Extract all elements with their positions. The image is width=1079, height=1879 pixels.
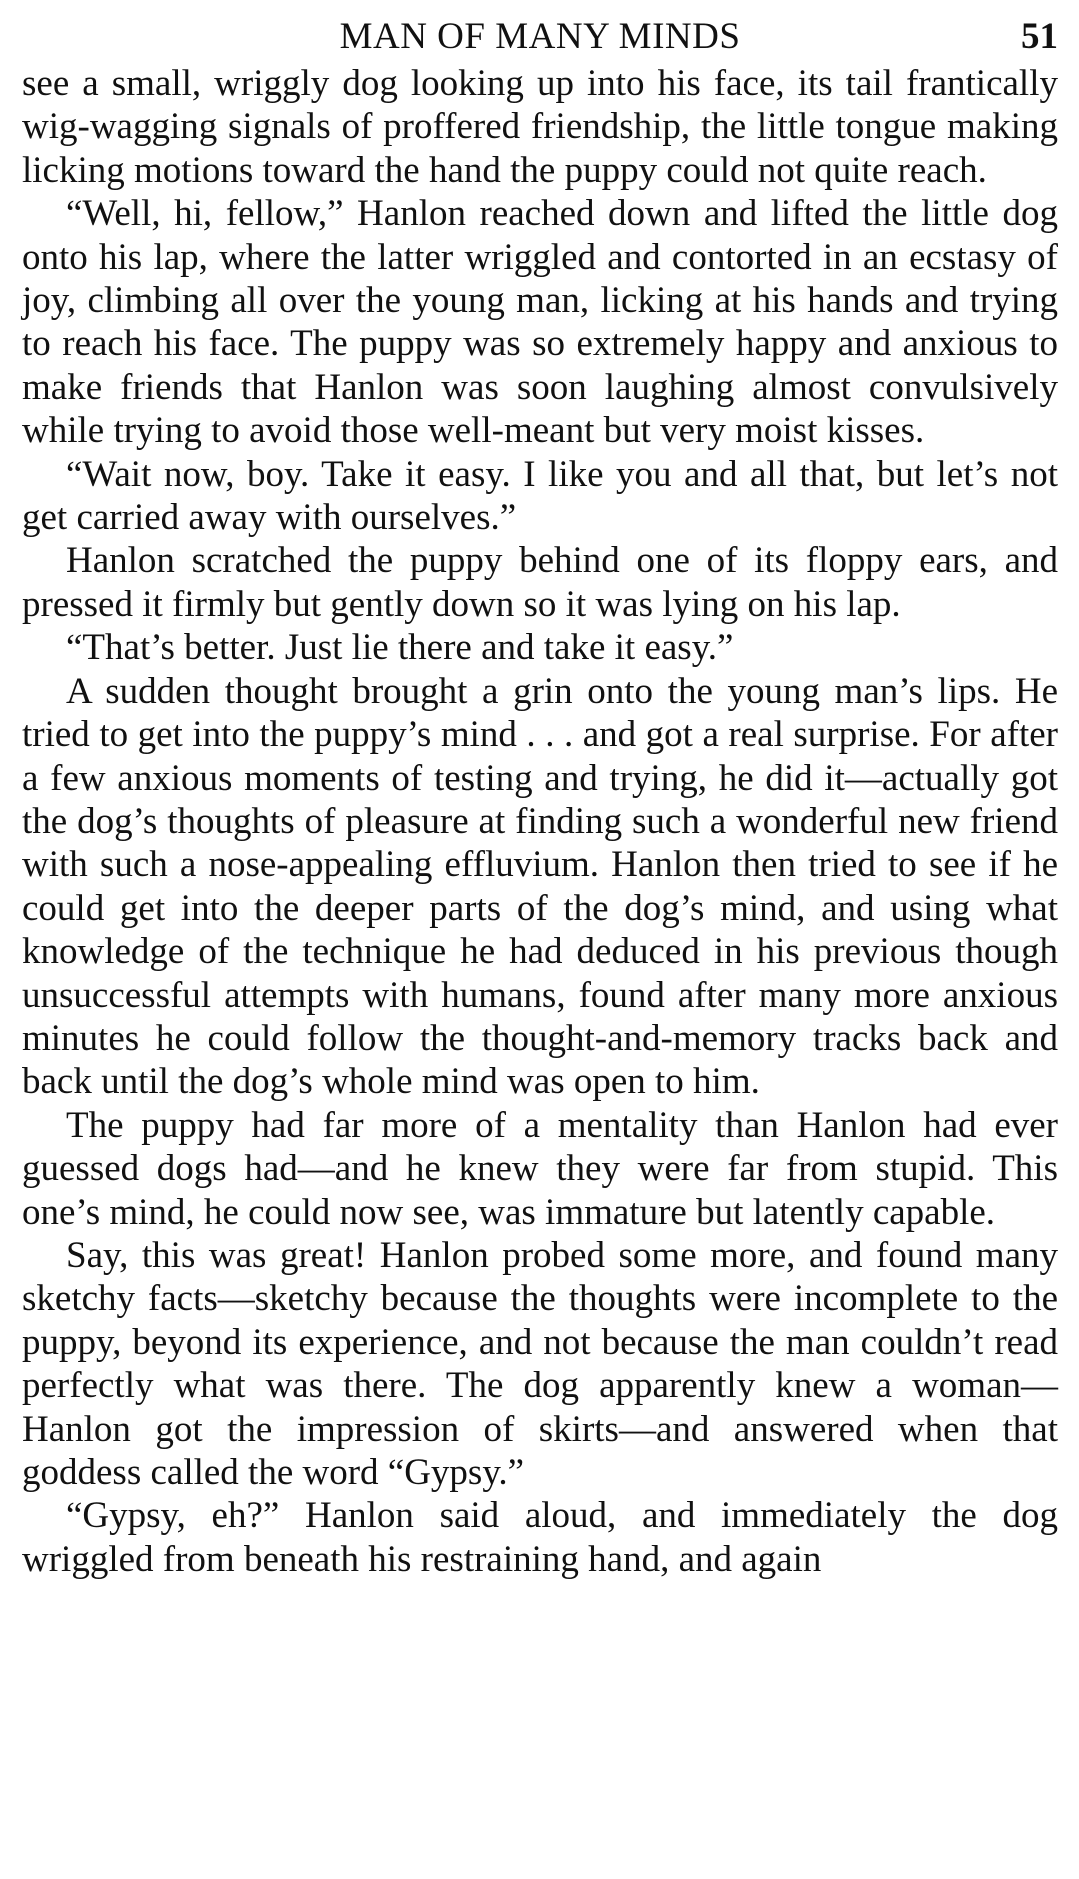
paragraph: “Gypsy, eh?” Hanlon said aloud, and immediately the dog wriggled from beneath his restraining hand, and again: [22, 1495, 1058, 1580]
running-head: [22, 12, 1058, 62]
paragraph: “Well, hi, fellow,” Hanlon reached down and lifted the little dog onto his lap, where the latter wriggled and contorted in an ecstasy of joy, climbing all over the young man, licking at his hands and trying to reach his face. The puppy was so extremely happy and anxious to make friends that Hanlon was soon laughing almost convulsively while trying to avoid those well-meant but very moist kisses.: [22, 193, 1058, 452]
paragraph: “Wait now, boy. Take it easy. I like you and all that, but let’s not get carried away with ourselves.”: [22, 453, 1058, 539]
book-page: [22, 12, 1058, 1581]
page-number: 51: [1021, 16, 1058, 57]
paragraph: The puppy had far more of a mentality than Hanlon had ever guessed dogs had—and he knew they were far from stupid. This one’s mind, he could now see, was immature but latently capable.: [22, 1104, 1058, 1233]
body-text: [22, 62, 1058, 1581]
paragraph: see a small, wriggly dog looking up into his face, its tail frantically wig-wagging signals of proffered friendship, the little tongue making licking motions toward the hand the puppy could not quite reach.: [22, 63, 1058, 191]
paragraph: Hanlon scratched the puppy behind one of its floppy ears, and pressed it firmly but gently down so it was lying on his lap.: [22, 540, 1058, 625]
paragraph: “That’s better. Just lie there and take it easy.”: [66, 627, 734, 669]
paragraph: A sudden thought brought a grin onto the young man’s lips. He tried to get into the puppy’s mind . . . and got a real surprise. For after a few anxious moments of testing and trying, he did it—actually got the dog’s thoughts of pleasure at finding such a wonderful new friend with such a nose-appealing effluvium. Hanlon then tried to see if he could get into the deeper parts of the dog’s mind, and using what knowledge of the technique he had deduced in his previous though unsuccessful attempts with humans, found after many more anxious minutes he could follow the thought-and-memory tracks back and back until the dog’s whole mind was open to him.: [22, 670, 1058, 1103]
paragraph: Say, this was great! Hanlon probed some more, and found many sketchy facts—sketchy because the thoughts were incomplete to the puppy, beyond its experience, and not because the man couldn’t read perfectly what was there. The dog apparently knew a woman—Hanlon got the impression of skirts—and answered when that goddess called the word “Gypsy.”: [22, 1234, 1058, 1493]
running-title: MAN OF MANY MINDS: [339, 16, 741, 57]
